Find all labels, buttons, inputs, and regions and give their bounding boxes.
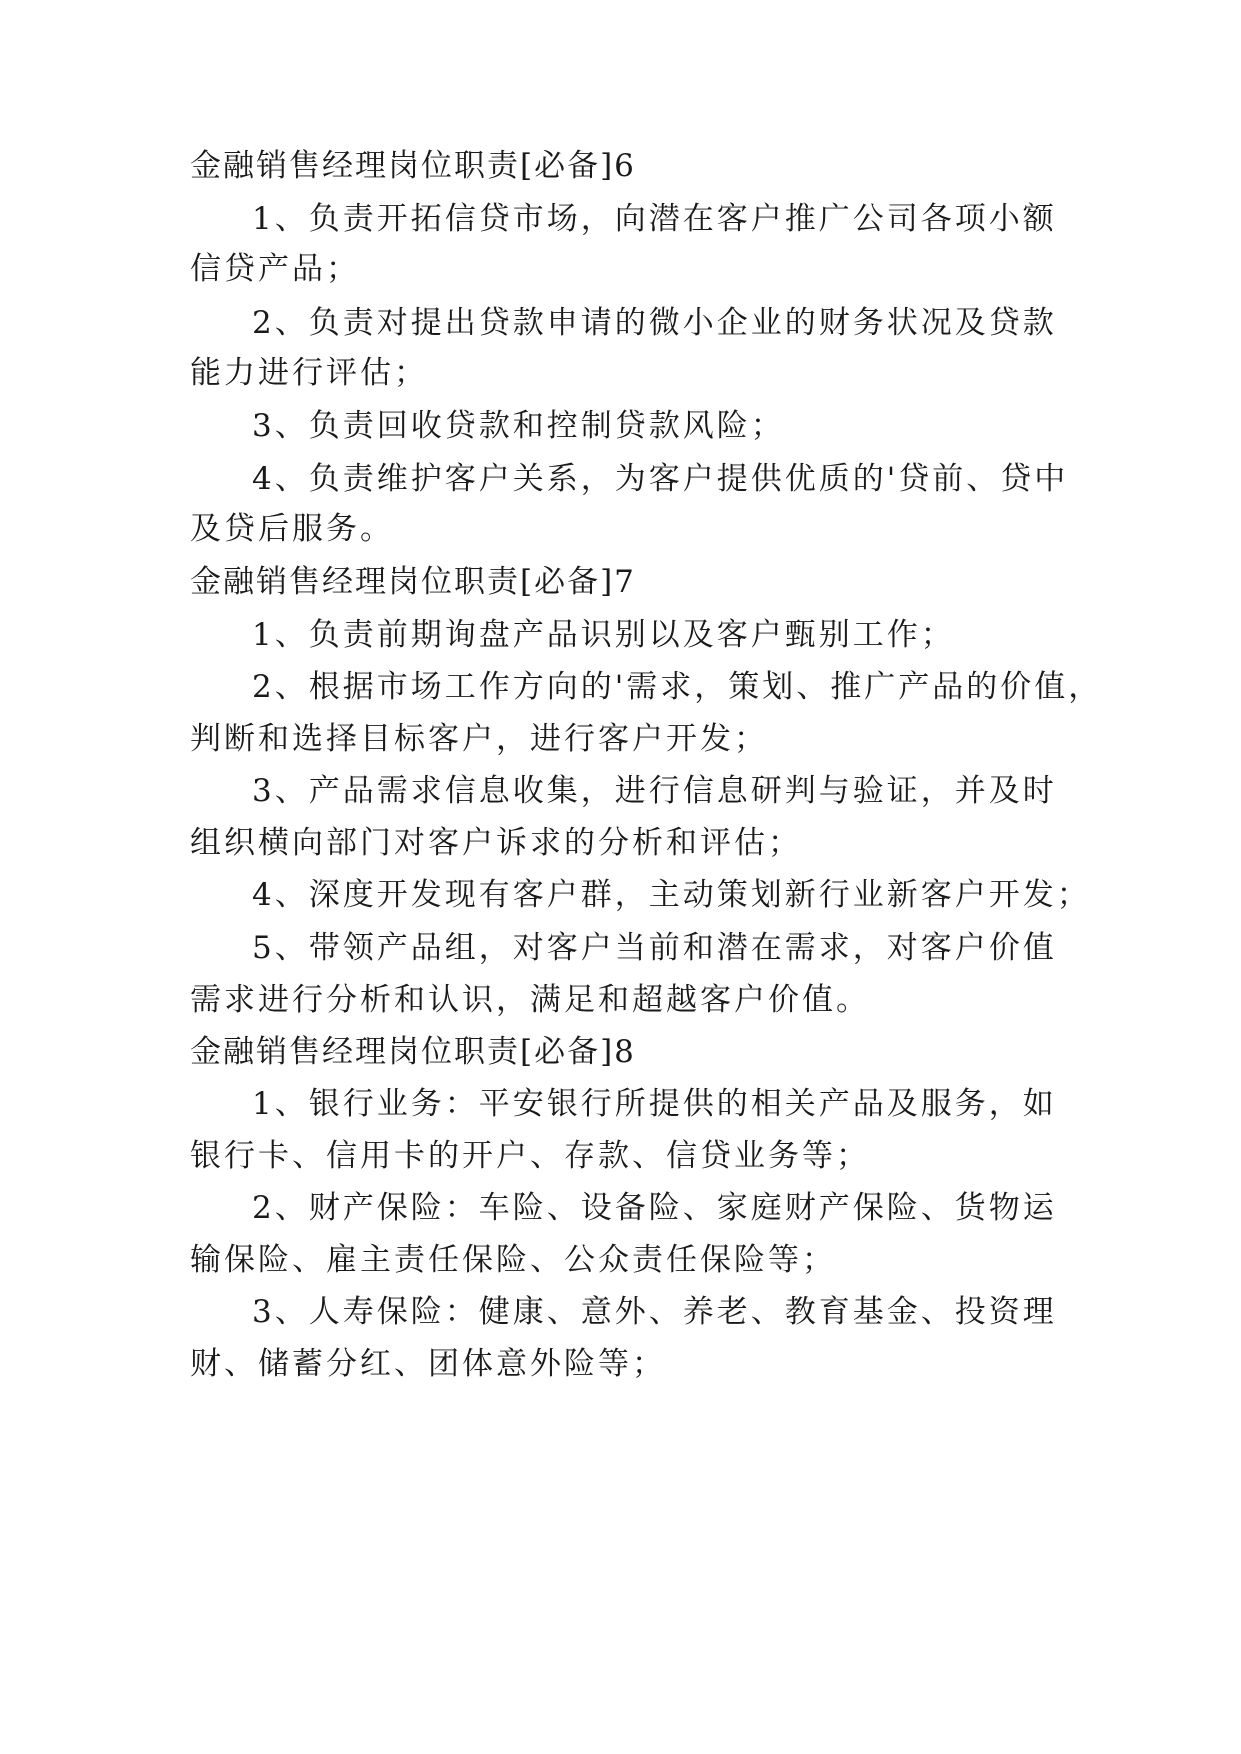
list-item-line: 3、产品需求信息收集，进行信息研判与验证，并及时 (252, 773, 1057, 809)
list-item-line: 5、带领产品组，对客户当前和潜在需求，对客户价值 (252, 930, 1057, 966)
section-heading: 金融销售经理岗位职责[必备]6 (190, 148, 636, 184)
list-item-line: 需求进行分析和认识，满足和超越客户价值。 (190, 982, 870, 1018)
list-item-line: 2、财产保险：车险、设备险、家庭财产保险、货物运 (252, 1190, 1057, 1226)
list-item-line: 2、根据市场工作方向的'需求，策划、推广产品的价值， (252, 669, 1103, 705)
section-heading: 金融销售经理岗位职责[必备]7 (190, 564, 636, 600)
list-item-line: 判断和选择目标客户，进行客户开发； (190, 721, 768, 757)
list-item-line: 银行卡、信用卡的开户、存款、信贷业务等； (190, 1138, 870, 1174)
list-item-line: 1、负责开拓信贷市场，向潜在客户推广公司各项小额 (252, 201, 1057, 237)
list-item-line: 3、人寿保险：健康、意外、养老、教育基金、投资理 (252, 1294, 1057, 1330)
section-heading: 金融销售经理岗位职责[必备]8 (190, 1034, 636, 1070)
list-item-line: 3、负责回收贷款和控制贷款风险； (252, 408, 785, 444)
list-item-line: 信贷产品； (190, 251, 360, 287)
list-item-line: 4、深度开发现有客户群，主动策划新行业新客户开发； (252, 877, 1091, 913)
list-item-line: 及贷后服务。 (190, 511, 394, 547)
list-item-line: 4、负责维护客户关系，为客户提供优质的'贷前、贷中 (252, 461, 1069, 497)
list-item-line: 1、银行业务：平安银行所提供的相关产品及服务，如 (252, 1086, 1057, 1122)
list-item-line: 输保险、雇主责任保险、公众责任保险等； (190, 1242, 836, 1278)
list-item-line: 1、负责前期询盘产品识别以及客户甄别工作； (252, 617, 955, 653)
list-item-line: 2、负责对提出贷款申请的微小企业的财务状况及贷款 (252, 305, 1057, 341)
list-item-line: 能力进行评估； (190, 355, 428, 391)
list-item-line: 组织横向部门对客户诉求的分析和评估； (190, 825, 802, 861)
list-item-line: 财、储蓄分红、团体意外险等； (190, 1346, 666, 1382)
